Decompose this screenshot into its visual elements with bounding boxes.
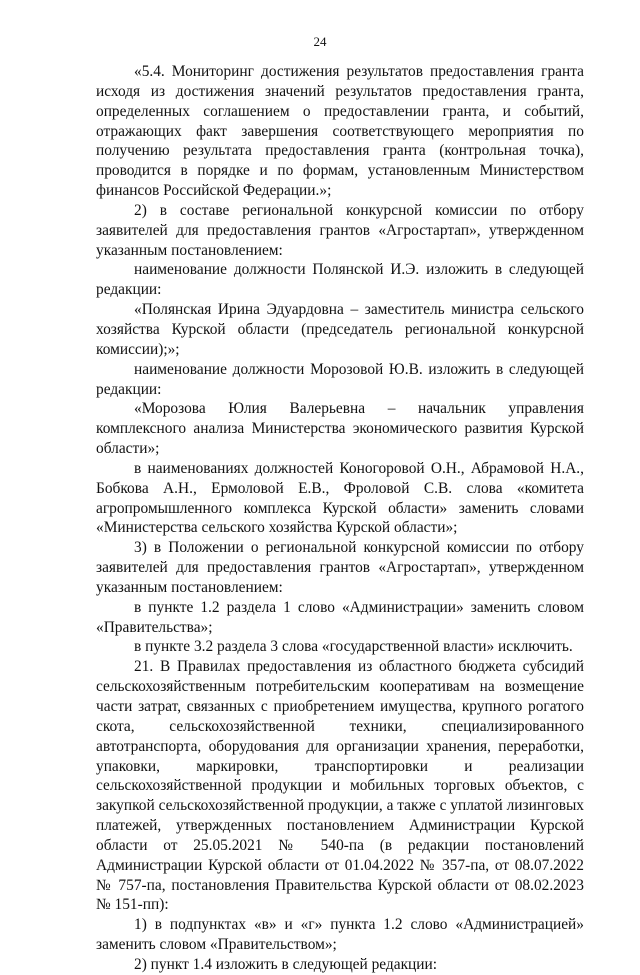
paragraph: «Полянская Ирина Эдуардовна – заместитель министра сельского хозяйства Курской области (председатель региональной конкурсной комиссии);»; — [96, 301, 584, 358]
paragraph: наименование должности Полянской И.Э. изложить в следующей редакции: — [96, 261, 584, 299]
paragraph: 21. В Правилах предоставления из областного бюджета субсидий сельскохозяйственным потребительским кооперативам на возмещение части затрат, связанных с приобретением имущества, крупного рогатого скота, сельскохозяйственной техники, специализированного автотранспорта, оборудования для организации хранения, переработки, упаковки, маркировки, транспортировки и реализации сельскохозяйственной продукции и мобильных торговых объектов, с закупкой сельскохозяйственной продукции, а также с уплатой лизинговых платежей, утвержденных постановлением Администрации Курской области от 25.05.2021 № 540-па (в редакции постановлений Администрации Курской области от 01.04.2022 № 357-па, от 08.07.2022 № 757-па, постановления Правительства Курской области от 08.02.2023 № 151-пп): — [96, 658, 585, 914]
paragraph: «Морозова Юлия Валерьевна – начальник управления комплексного анализа Министерства экономического развития Курской области»; — [96, 400, 584, 458]
paragraph: в наименованиях должностей Коногоровой О.Н., Абрамовой Н.А., Бобкова А.Н., Ермоловой Е.В., Фроловой С.В. слова «комитета агропромышленного комплекса Курской области» заменить словами «Министерства сельского хозяйства Курской области»; — [96, 459, 584, 537]
paragraph: 3) в Положении о региональной конкурсной комиссии по отбору заявителей для предоставления грантов «Агростартап», утвержденном указанным постановлением: — [96, 539, 584, 596]
page-number: 24 — [313, 34, 327, 49]
paragraph: 1) в подпунктах «в» и «г» пункта 1.2 слово «Администрацией» заменить словом «Правительством»; — [96, 916, 584, 954]
paragraph: в пункте 1.2 раздела 1 слово «Администрации» заменить словом «Правительства»; — [96, 598, 584, 636]
paragraph: «5.4. Мониторинг достижения результатов предоставления гранта исходя из достижения значений результатов предоставления гранта, определенных соглашением о предоставлении гранта, и событий, отражающих факт завершения соответствующего мероприятия по получению результата предоставления гранта (контрольная точка), проводится в порядке и по формам, установленным Министерством финансов Российской Федерации.»; — [96, 63, 584, 200]
document-body — [96, 62, 584, 975]
paragraph: 2) пункт 1.4 изложить в следующей редакции: — [134, 955, 438, 973]
paragraph: в пункте 3.2 раздела 3 слова «государственной власти» исключить. — [134, 638, 573, 656]
paragraph: 2) в составе региональной конкурсной комиссии по отбору заявителей для предоставления грантов «Агростартап», утвержденном указанным постановлением: — [96, 201, 584, 259]
paragraph: наименование должности Морозовой Ю.В. изложить в следующей редакции: — [96, 360, 584, 398]
